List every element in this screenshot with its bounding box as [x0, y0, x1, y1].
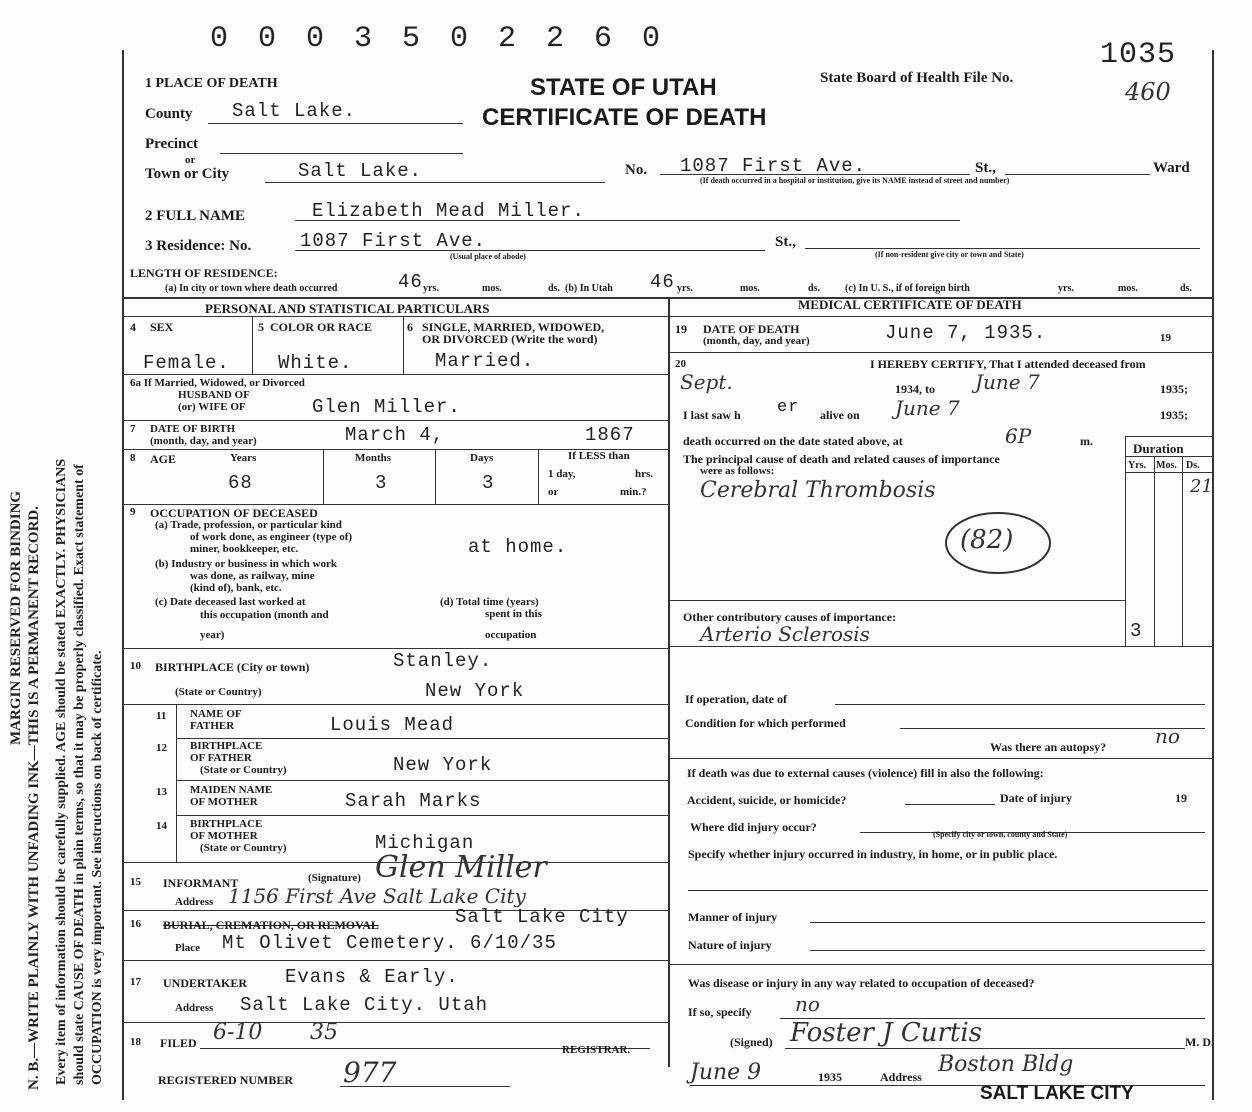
margin-ink-note: N. B.—WRITE PLAINLY WITH UNFADING INK—THIS IS A PERMANENT RECORD.: [26, 506, 42, 1090]
duration-ds: Ds.: [1186, 460, 1200, 471]
length-a-label: (a) In city or town where death occurred: [165, 283, 338, 294]
external-causes-label: If death was due to external causes (violence) fill in also the following:: [687, 766, 1044, 780]
md-label: M. D.: [1185, 1035, 1214, 1049]
occ-d-2: spent in this: [485, 608, 542, 620]
principal-cause-label-1: The principal cause of death and related causes of importance: [683, 452, 1000, 466]
father-num: 11: [156, 710, 167, 722]
where-injury-label: Where did injury occur?: [690, 820, 817, 834]
if-so-answer: no: [795, 992, 820, 1016]
residence-st-label: St.,: [775, 234, 796, 250]
informant-num: 15: [130, 876, 141, 888]
personal-header: PERSONAL AND STATISTICAL PARTICULARS: [205, 301, 490, 316]
filed-num: 18: [130, 1036, 141, 1048]
residence-label: 3 Residence: No.: [145, 238, 252, 254]
occ-b-3: (kind of), bank, etc.: [190, 582, 282, 594]
sex-label: SEX: [150, 320, 174, 334]
length-a-ds: ds.: [548, 283, 560, 294]
injury-date-19: 19: [1175, 791, 1187, 805]
condition-label: Condition for which performed: [685, 716, 846, 730]
length-c-label: (c) In U. S., if of foreign birth: [845, 283, 970, 294]
occupation-label: OCCUPATION OF DECEASED: [150, 506, 318, 520]
medical-header: MEDICAL CERTIFICATE OF DEATH: [798, 297, 1022, 312]
length-b-mos: mos.: [740, 283, 760, 294]
sex-label-num: 4: [130, 320, 136, 334]
autopsy-label: Was there an autopsy?: [990, 740, 1107, 754]
state-title: STATE OF UTAH: [530, 74, 717, 101]
filed-year: 35: [310, 1020, 338, 1045]
length-a-mos: mos.: [482, 283, 502, 294]
occ-b-1: (b) Industry or business in which work: [155, 558, 337, 570]
county-value: Salt Lake.: [232, 100, 357, 122]
burial-num: 16: [130, 918, 141, 930]
mother-num: 13: [156, 786, 167, 798]
days-label: Days: [470, 452, 494, 464]
undertaker-address: Salt Lake City. Utah: [240, 994, 489, 1016]
contributory-cause: Arterio Sclerosis: [700, 622, 870, 646]
nonresident-note: (If non-resident give city or town and State): [875, 250, 1024, 259]
mother-label-2: OF MOTHER: [190, 796, 258, 808]
specify-injury-label: Specify whether injury occurred in industry, in home, or in public place.: [688, 847, 1058, 861]
mbirth-num: 14: [156, 820, 167, 832]
spouse-label-2: HUSBAND OF: [178, 389, 250, 401]
sex-value: Female.: [143, 352, 230, 374]
informant-address-label: Address: [175, 896, 214, 908]
less-than-label: If LESS than: [568, 450, 630, 462]
race-label-num: 5: [258, 320, 264, 334]
attended-to: June 7: [975, 370, 1040, 394]
if-so-label: If so, specify: [688, 1005, 752, 1019]
marital-value: Married.: [435, 350, 535, 372]
father-label-2: FATHER: [190, 720, 235, 732]
operation-label: If operation, date of: [685, 692, 787, 706]
county-label: County: [145, 106, 193, 122]
birthplace-label: BIRTHPLACE (City or town): [155, 660, 310, 674]
birthplace-state-label: (State or Country): [175, 686, 262, 698]
abode-note: (Usual place of abode): [450, 252, 526, 261]
mother-value: Sarah Marks: [345, 790, 482, 812]
filed-date: 6-10: [213, 1020, 263, 1045]
dob-label-num: 7: [130, 423, 136, 435]
last-saw-label: I last saw h: [683, 408, 741, 422]
last-saw-date: June 7: [895, 396, 960, 420]
burial-place: Mt Olivet Cemetery. 6/10/35: [222, 932, 557, 954]
where-injury-note: (Specify city or town, county and State): [933, 830, 1068, 839]
spouse-value: Glen Miller.: [312, 396, 461, 418]
certificate-title: CERTIFICATE OF DEATH: [482, 104, 767, 131]
physician-address: Boston Bldg: [938, 1052, 1074, 1077]
birthplace-state: New York: [425, 680, 525, 702]
attended-from-year: 1934, to: [895, 382, 935, 396]
dob-label-2: (month, day, and year): [150, 435, 257, 447]
precinct-label: Precinct: [145, 136, 199, 152]
occ-c-1: (c) Date deceased last worked at: [155, 596, 306, 608]
months-label: Months: [355, 452, 392, 464]
race-value: White.: [278, 352, 353, 374]
attended-to-year: 1935;: [1160, 382, 1188, 396]
signature-date: June 9: [690, 1060, 762, 1085]
length-c-mos: mos.: [1118, 283, 1138, 294]
age-label: AGE: [150, 452, 177, 466]
death-time-m: m.: [1080, 434, 1093, 448]
length-c-ds: ds.: [1180, 283, 1192, 294]
cause-code: (82): [960, 525, 1014, 555]
informant-signature: Glen Miller: [375, 850, 547, 885]
occ-a-1: (a) Trade, profession, or particular kind: [155, 519, 342, 531]
town-value: Salt Lake.: [298, 160, 423, 182]
last-saw-pronoun: er: [777, 398, 800, 417]
principal-cause-label-2: were as follows:: [700, 465, 775, 477]
accident-label: Accident, suicide, or homicide?: [687, 793, 847, 807]
fbirth-num: 12: [156, 742, 167, 754]
length-c-yrs: yrs.: [1058, 283, 1074, 294]
dod-19: 19: [1160, 332, 1171, 344]
contributory-duration: 3: [1130, 620, 1143, 642]
filed-label: FILED: [160, 1036, 197, 1050]
length-b-label: (b) In Utah: [565, 283, 613, 294]
birthplace-num: 10: [130, 660, 141, 672]
manner-injury-label: Manner of injury: [688, 910, 778, 924]
length-a-yrs: yrs.: [423, 283, 439, 294]
physician-address-label: Address: [880, 1070, 922, 1084]
father-value: Louis Mead: [330, 714, 455, 736]
certify-label: I HEREBY CERTIFY, That I attended deceased from: [870, 357, 1146, 371]
residence-value: 1087 First Ave.: [300, 230, 487, 252]
age-label-num: 8: [130, 452, 136, 464]
duration-label: Duration: [1133, 441, 1184, 456]
duration-mos: Mos.: [1156, 460, 1177, 471]
father-label-1: NAME OF: [190, 708, 242, 720]
length-a-value: 46: [398, 271, 423, 293]
years-label: Years: [230, 452, 257, 464]
mbirth-label-1: BIRTHPLACE: [190, 818, 263, 830]
mbirth-label-3: (State or Country): [200, 842, 287, 854]
spouse-label-3: (or) WIFE OF: [178, 401, 246, 413]
certify-num: 20: [675, 358, 686, 370]
or-min-label: or: [548, 486, 559, 498]
signature-year: 1935: [818, 1070, 842, 1084]
fbirth-value: New York: [393, 754, 493, 776]
undertaker-address-label: Address: [175, 1002, 214, 1014]
margin-instruction-3: OCCUPATION is very important. See instructions on back of certificate.: [90, 650, 105, 1085]
occ-c-3: year): [200, 629, 225, 641]
registrar-label: REGISTRAR.: [562, 1044, 631, 1056]
signed-label: (Signed): [730, 1035, 773, 1049]
undertaker-num: 17: [130, 976, 141, 988]
occ-a-3: miner, bookkeeper, etc.: [190, 543, 299, 555]
occ-d-3: occupation: [485, 629, 537, 641]
one-day-label: 1 day,: [548, 468, 576, 480]
informant-label: INFORMANT: [163, 876, 239, 890]
burial-label: BURIAL, CREMATION, OR REMOVAL: [163, 918, 379, 932]
hospital-note: (If death occurred in a hospital or institution, give its NAME instead of street and number): [700, 176, 1010, 185]
serial-number: 0 0 0 3 5 0 2 2 6 0: [210, 22, 667, 56]
date-of-death: June 7, 1935.: [885, 322, 1047, 344]
injury-date-label: Date of injury: [1000, 791, 1072, 805]
registered-number-label: REGISTERED NUMBER: [158, 1073, 294, 1087]
age-months-value: 3: [375, 472, 388, 494]
cause-code-circle: [940, 505, 1060, 585]
town-label: Town or City: [145, 166, 230, 182]
city-stamp: SALT LAKE CITY: [980, 1083, 1134, 1104]
marital-label-1: SINGLE, MARRIED, WIDOWED,: [422, 320, 605, 334]
spouse-label-1: 6a If Married, Widowed, or Divorced: [130, 377, 305, 389]
ward-label: Ward: [1153, 160, 1190, 176]
principal-cause-duration: 21: [1190, 476, 1213, 497]
margin-instruction-2: should state CAUSE OF DEATH in plain terms, so that it may be properly classified. Exact statement of: [72, 464, 87, 1085]
full-name-value: Elizabeth Mead Miller.: [312, 200, 585, 222]
st-label: St.,: [975, 160, 996, 176]
margin-binding-note: MARGIN RESERVED FOR BINDING: [8, 490, 24, 745]
contributory-label: Other contributory causes of importance:: [683, 610, 897, 624]
occupation-value: at home.: [468, 536, 568, 558]
last-saw-alive-label: alive on: [820, 408, 860, 422]
race-label: COLOR OR RACE: [270, 320, 373, 334]
dod-label-1: DATE OF DEATH: [703, 322, 800, 336]
length-b-yrs: yrs.: [677, 283, 693, 294]
dob-year: 1867: [585, 424, 635, 446]
autopsy-answer: no: [1155, 724, 1180, 748]
marital-label-2: OR DIVORCED (Write the word): [422, 332, 598, 346]
fbirth-label-2: OF FATHER: [190, 752, 252, 764]
principal-cause: Cerebral Thrombosis: [700, 478, 936, 503]
fbirth-label-3: (State or Country): [200, 764, 287, 776]
last-saw-year: 1935;: [1160, 408, 1188, 422]
burial-value: Salt Lake City: [455, 906, 629, 928]
place-of-death-label: 1 PLACE OF DEATH: [145, 76, 278, 91]
street-no-value: 1087 First Ave.: [680, 155, 867, 177]
death-time-label: death occurred on the date stated above, at: [683, 434, 903, 448]
mother-label-1: MAIDEN NAME: [190, 784, 273, 796]
occ-d-1: (d) Total time (years): [440, 596, 539, 608]
or-label: or: [185, 154, 196, 166]
dob-value: March 4,: [345, 424, 445, 446]
length-residence-label: LENGTH OF RESIDENCE:: [130, 266, 278, 280]
file-number-handwritten: 460: [1125, 78, 1171, 106]
age-days-value: 3: [482, 472, 495, 494]
occ-c-2: this occupation (month and: [200, 609, 329, 621]
margin-instruction-1: Every item of information should be carefully supplied. AGE should be stated EXACTLY. PHYSICIANS: [54, 458, 69, 1085]
age-years-value: 68: [228, 472, 253, 494]
length-b-ds: ds.: [808, 283, 820, 294]
file-number: 1035: [1100, 38, 1177, 72]
dob-label-1: DATE OF BIRTH: [150, 423, 236, 435]
full-name-label: 2 FULL NAME: [145, 208, 246, 224]
birthplace-city: Stanley.: [393, 650, 493, 672]
marital-label-num: 6: [407, 320, 413, 334]
fbirth-label-1: BIRTHPLACE: [190, 740, 263, 752]
occ-b-2: was done, as railway, mine: [190, 570, 315, 582]
occupation-related-label: Was disease or injury in any way related to occupation of deceased?: [688, 976, 1035, 990]
street-no-label: No.: [625, 162, 648, 178]
dod-label-2: (month, day, and year): [703, 335, 810, 347]
death-time: 6P: [1005, 424, 1032, 448]
dod-num: 19: [675, 322, 687, 336]
attended-from: Sept.: [680, 370, 733, 394]
hrs-label: hrs.: [635, 468, 654, 480]
signature-label: (Signature): [308, 872, 361, 884]
occ-a-2: of work done, as engineer (type of): [190, 531, 353, 543]
occupation-label-num: 9: [130, 506, 136, 518]
min-label: min.?: [620, 486, 647, 498]
board-file-label: State Board of Health File No.: [820, 70, 1014, 86]
mbirth-value: Michigan: [375, 832, 475, 854]
burial-place-label: Place: [175, 942, 201, 954]
duration-yrs: Yrs.: [1128, 460, 1147, 471]
undertaker-label: UNDERTAKER: [163, 976, 248, 990]
informant-address: 1156 First Ave Salt Lake City: [228, 884, 526, 908]
registered-number: 977: [343, 1056, 397, 1089]
physician-signature: Foster J Curtis: [790, 1018, 983, 1048]
undertaker-value: Evans & Early.: [285, 966, 459, 988]
nature-injury-label: Nature of injury: [688, 938, 772, 952]
length-b-value: 46: [650, 271, 675, 293]
mbirth-label-2: OF MOTHER: [190, 830, 258, 842]
